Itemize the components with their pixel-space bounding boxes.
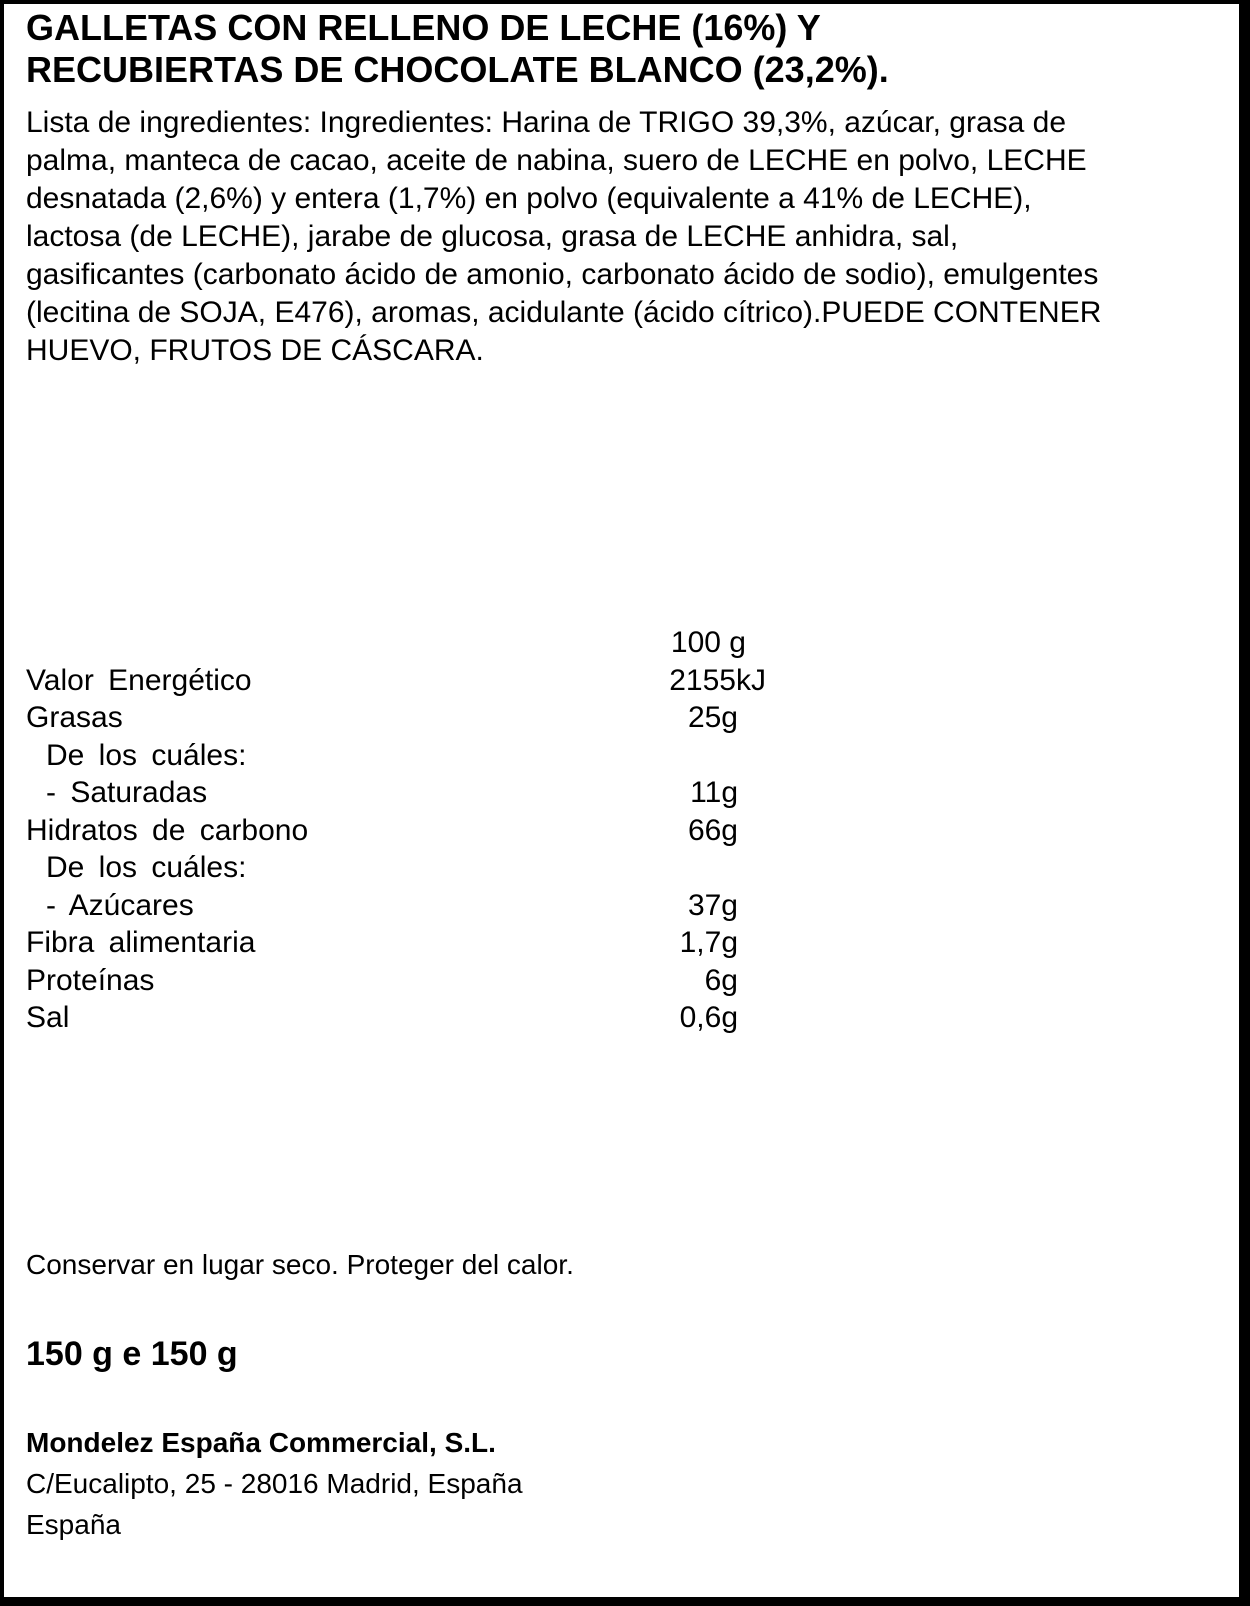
nutrient-value: 66g [687,813,738,847]
nutrition-row-sugars [26,887,766,925]
nutrient-value: 2155kJ [669,663,766,697]
nutrition-row-salt [26,999,766,1037]
nutrient-value: 37g [687,888,738,922]
nutrient-name: Proteínas [26,963,155,997]
nutrient-name: Sal [26,1001,70,1034]
nutrition-row-fibre [26,924,766,962]
nutrient-value: 0,6g [679,1001,738,1034]
product-title-line-2: RECUBIERTAS DE CHOCOLATE BLANCO (23,2%). [26,49,889,90]
nutrient-name: Hidratos de carbono [26,813,309,847]
nutrition-row-of-which-fat [26,737,766,775]
ingredients-line: Lista de ingredientes: Ingredientes: Harina de TRIGO 39,3%, azúcar, grasa de [26,106,1067,139]
ingredients-line: gasificantes (carbonato ácido de amonio, carbonato ácido de sodio), emulgentes [26,258,1099,291]
manufacturer-info [26,1422,523,1545]
nutrient-name: Valor Energético [26,663,252,697]
ingredients-list [26,104,1231,370]
ingredients-line: desnatada (2,6%) y entera (1,7%) en polvo (equivalente a 41% de LECHE), [26,182,1032,215]
nutrient-name: De los cuáles: [46,851,247,884]
product-title [26,7,1226,91]
nutrient-value: 11g [690,776,738,809]
nutrition-row-fat [26,699,766,737]
storage-instructions: Conservar en lugar seco. Proteger del calor. [26,1249,574,1280]
ingredients-line: (lecitina de SOJA, E476), aromas, acidulante (ácido cítrico).PUEDE CONTENER [26,296,1102,329]
nutrient-value: 25g [687,701,738,734]
nutrient-value: 1,7g [679,926,738,959]
nutrition-header-row [26,624,766,662]
net-weight: 150 g e 150 g [26,1335,238,1373]
nutrient-name: - Saturadas [46,776,208,809]
product-label [4,4,1239,1597]
nutrient-name: Grasas [26,701,123,734]
nutrition-row-saturates [26,774,766,812]
company-address: C/Eucalipto, 25 - 28016 Madrid, España [26,1468,523,1499]
nutrition-table [26,624,766,1037]
nutrition-row-of-which-carbs [26,849,766,887]
nutrition-row-energy [26,662,766,700]
nutrition-row-carbohydrates [26,812,766,850]
ingredients-line: HUEVO, FRUTOS DE CÁSCARA. [26,334,484,367]
nutrient-name: De los cuáles: [46,738,247,772]
nutrient-name: - Azúcares [46,888,194,922]
nutrition-per-100g-header: 100 g [670,626,746,659]
company-country: España [26,1509,121,1540]
nutrient-value: 6g [704,963,738,997]
product-title-line-1: GALLETAS CON RELLENO DE LECHE (16%) Y [26,7,821,48]
ingredients-line: lactosa (de LECHE), jarabe de glucosa, grasa de LECHE anhidra, sal, [26,220,959,253]
ingredients-line: palma, manteca de cacao, aceite de nabina, suero de LECHE en polvo, LECHE [26,144,1087,177]
nutrition-row-protein [26,962,766,1000]
company-name: Mondelez España Commercial, S.L. [26,1427,496,1458]
nutrient-name: Fibra alimentaria [26,926,256,959]
